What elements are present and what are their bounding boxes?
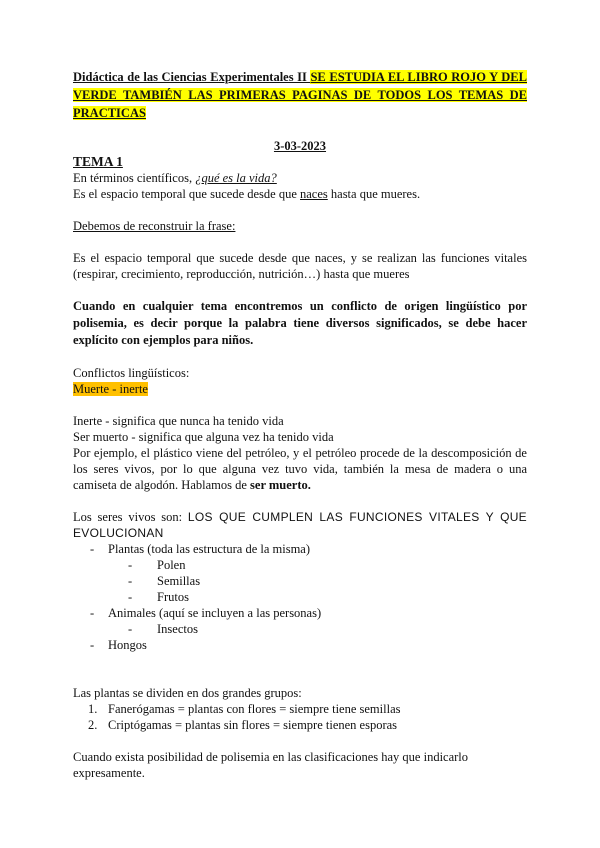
list-item bbox=[73, 717, 527, 733]
list-item: - Plantas (toda las estructura de la misma) bbox=[73, 541, 527, 557]
closing-note: Cuando exista posibilidad de polisemia en las clasificaciones hay que indicarlo expresamente. bbox=[73, 750, 469, 780]
list-item: - Polen bbox=[73, 557, 527, 573]
list-text: Fanerógamas = plantas con flores = siempre tiene semillas bbox=[108, 702, 401, 716]
living-caps: LOS QUE CUMPLEN LAS FUNCIONES VITALES Y QUE EVOLUCIONAN bbox=[73, 510, 527, 540]
example-text: Por ejemplo, el plástico viene del petróleo, y el petróleo procede de la descomposición de los seres vivos, por lo que alguna vez tuvo vida, también la mesa de madera o una camiseta de algodón. Hablamos de bbox=[73, 446, 527, 492]
living-beings-line bbox=[73, 509, 527, 541]
intro-line bbox=[73, 170, 527, 186]
plant-groups-list bbox=[73, 701, 527, 733]
list-item: - Insectos bbox=[73, 621, 527, 637]
reconstruct-heading: Debemos de reconstruir la frase: bbox=[73, 219, 236, 233]
intro-prefix: En términos científicos, bbox=[73, 171, 196, 185]
list-number: 1. bbox=[88, 702, 98, 716]
inerte-definition: Inerte - significa que nunca ha tenido vida bbox=[73, 414, 284, 428]
date-heading: 3-03-2023 bbox=[273, 139, 327, 153]
plants-heading: Las plantas se dividen en dos grandes grupos: bbox=[73, 686, 302, 700]
living-beings-list bbox=[73, 541, 527, 653]
example-paragraph bbox=[73, 445, 527, 493]
conflicts-heading: Conflictos lingüísticos: bbox=[73, 366, 190, 380]
definition-line bbox=[73, 186, 527, 202]
polysemy-rule: Cuando en cualquier tema encontremos un conflicto de origen lingüístico por polisemia, es decir porque la palabra tiene diversos significados, se debe hacer explícito con ejemplos para niños. bbox=[73, 299, 527, 347]
living-prefix: Los seres vivos son: bbox=[73, 510, 188, 524]
document-page bbox=[73, 68, 527, 781]
list-number: 2. bbox=[88, 718, 98, 732]
ser-muerto-definition: Ser muerto - significa que alguna vez ha tenido vida bbox=[73, 430, 334, 444]
tema-heading: TEMA 1 bbox=[73, 154, 123, 169]
list-item: - Semillas bbox=[73, 573, 527, 589]
example-bold: ser muerto. bbox=[250, 478, 311, 492]
document-header bbox=[73, 68, 527, 122]
definition-part-b: naces bbox=[300, 187, 328, 201]
list-text: Criptógamas = plantas sin flores = siempre tienen esporas bbox=[108, 718, 398, 732]
list-item: - Animales (aquí se incluyen a las personas) bbox=[73, 605, 527, 621]
conflict-highlight: Muerte - inerte bbox=[73, 382, 148, 396]
list-item: - Frutos bbox=[73, 589, 527, 605]
intro-question: ¿qué es la vida? bbox=[195, 171, 277, 185]
definition-part-a: Es el espacio temporal que sucede desde que bbox=[73, 187, 300, 201]
course-title: Didáctica de las Ciencias Experimentales II bbox=[73, 70, 311, 84]
list-item bbox=[73, 701, 527, 717]
list-item: - Hongos bbox=[73, 637, 527, 653]
highlighted-note: SE ESTUDIA EL LIBRO ROJO Y DEL VERDE TAMBIÉN LAS PRIMERAS PAGINAS DE TODOS LOS TEMAS DE PRACTICAS bbox=[73, 70, 527, 120]
definition-part-c: hasta que mueres. bbox=[327, 187, 421, 201]
reconstructed-sentence: Es el espacio temporal que sucede desde que naces, y se realizan las funciones vitales (respirar, crecimiento, reproducción, nutrición…) hasta que mueres bbox=[73, 251, 527, 281]
